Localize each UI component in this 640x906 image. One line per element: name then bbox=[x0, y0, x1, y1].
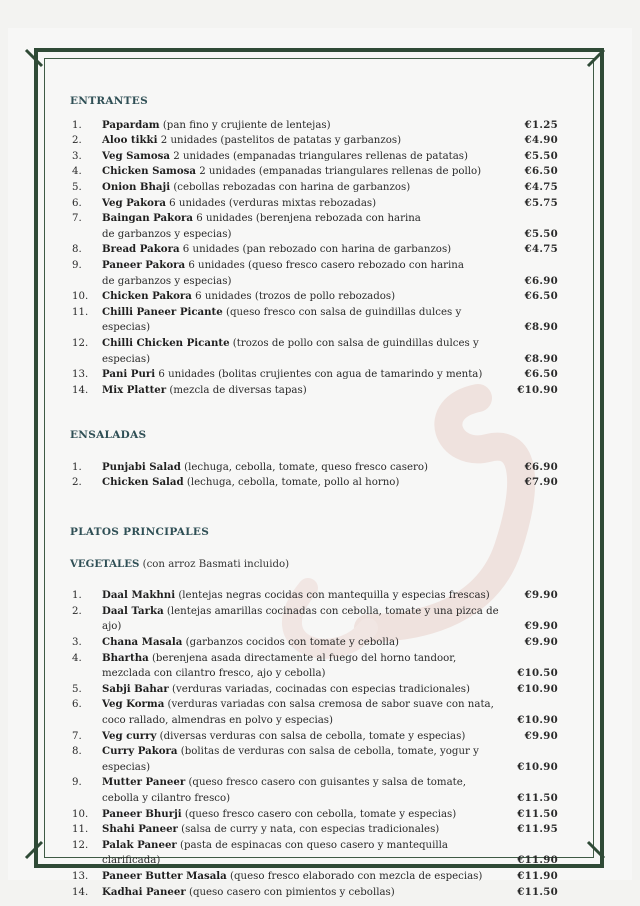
item-description: 2 unidades (empanadas triangulares rellenas de patatas) bbox=[170, 150, 469, 162]
item-body bbox=[102, 775, 502, 806]
item-price: €11.50 bbox=[517, 807, 558, 820]
item-name: Daal Makhni bbox=[102, 589, 176, 602]
item-number: 10. bbox=[72, 291, 89, 303]
item-body bbox=[102, 242, 502, 258]
item-price: €9.90 bbox=[524, 729, 558, 742]
item-name: Veg Pakora bbox=[102, 196, 166, 209]
item-price: €5.50 bbox=[524, 149, 558, 162]
item-name: Chicken Samosa bbox=[102, 165, 196, 178]
item-description: (verduras variadas con salsa cremosa de sabor suave con nata, bbox=[164, 699, 494, 711]
item-description: (mezcla de diversas tapas) bbox=[166, 384, 307, 396]
item-description-cont: de garbanzos y especias) bbox=[102, 228, 232, 240]
item-number: 2. bbox=[72, 477, 82, 489]
menu-item bbox=[70, 588, 570, 604]
item-number: 3. bbox=[72, 150, 82, 162]
item-price: €4.75 bbox=[524, 243, 558, 256]
item-name: Chicken Pakora bbox=[102, 290, 192, 303]
menu-item bbox=[70, 164, 570, 180]
subsection-name: VEGETALES bbox=[70, 557, 140, 570]
item-name: Chilli Paneer Picante bbox=[102, 305, 223, 318]
menu-item bbox=[70, 697, 570, 728]
item-description: (lentejas amarillas cocinadas con cebolla, tomate y una pizca de ajo) bbox=[102, 605, 499, 633]
item-body bbox=[102, 604, 502, 635]
item-description: (lentejas negras cocidas con mantequilla y especias frescas) bbox=[175, 590, 490, 602]
item-price: €6.50 bbox=[524, 368, 558, 381]
menu-item bbox=[70, 460, 570, 476]
item-name: Veg curry bbox=[102, 729, 157, 742]
menu-item bbox=[70, 258, 570, 289]
menu-item bbox=[70, 383, 570, 399]
menu-item bbox=[70, 604, 570, 635]
item-price: €10.90 bbox=[517, 714, 558, 726]
item-name: Paneer Bhurji bbox=[102, 807, 182, 820]
item-body bbox=[102, 460, 502, 476]
menu-item bbox=[70, 729, 570, 745]
menu-item bbox=[70, 242, 570, 258]
item-description: 6 unidades (verduras mixtas rebozadas) bbox=[165, 197, 377, 209]
item-description: 6 unidades (trozos de pollo rebozados) bbox=[191, 291, 396, 303]
item-number: 1. bbox=[72, 461, 82, 473]
item-number: 1. bbox=[72, 119, 82, 131]
item-name: Aloo tikki bbox=[102, 134, 158, 147]
menu-item bbox=[70, 744, 570, 775]
item-body bbox=[102, 149, 502, 165]
menu-item bbox=[70, 367, 570, 383]
item-price: €6.50 bbox=[524, 290, 558, 303]
menu-item bbox=[70, 133, 570, 149]
item-price: €11.50 bbox=[517, 885, 558, 898]
item-number: 8. bbox=[72, 244, 82, 256]
item-body bbox=[102, 336, 502, 367]
item-body bbox=[102, 289, 502, 305]
item-number: 4. bbox=[72, 652, 82, 664]
item-description: (pan fino y crujiente de lentejas) bbox=[159, 119, 331, 131]
item-price: €9.90 bbox=[524, 620, 558, 633]
item-number: 2. bbox=[72, 135, 82, 147]
item-name: Chilli Chicken Picante bbox=[102, 336, 230, 349]
item-number: 5. bbox=[72, 181, 82, 193]
item-body bbox=[102, 635, 502, 651]
item-body bbox=[102, 367, 502, 383]
item-description: (salsa de curry y nata, con especias tradicionales) bbox=[177, 824, 440, 836]
menu-item bbox=[70, 211, 570, 242]
item-number: 6. bbox=[72, 197, 82, 209]
item-description-cont: mezclada con cilantro fresco, ajo y cebolla) bbox=[102, 668, 326, 680]
item-number: 10. bbox=[72, 808, 89, 820]
item-description: (queso fresco elaborado con mezcla de especias) bbox=[226, 870, 483, 882]
section-title: ENTRANTES bbox=[70, 95, 148, 107]
ensaladas-list bbox=[70, 460, 570, 491]
section-ensaladas bbox=[70, 428, 570, 491]
item-description-cont: cebolla y cilantro fresco) bbox=[102, 792, 231, 804]
item-number: 7. bbox=[72, 730, 82, 742]
item-description: (queso fresco casero con guisantes y salsa de tomate, bbox=[185, 777, 467, 789]
menu-item bbox=[70, 180, 570, 196]
item-body bbox=[102, 744, 502, 775]
item-description: (verduras variadas, cocinadas con especias tradicionales) bbox=[168, 683, 470, 695]
item-description: (diversas verduras con salsa de cebolla, tomate y especias) bbox=[156, 730, 466, 742]
item-description: 6 unidades (pan rebozado con harina de garbanzos) bbox=[179, 244, 452, 256]
item-name: Bread Pakora bbox=[102, 243, 180, 256]
menu-item bbox=[70, 651, 570, 682]
item-number: 13. bbox=[72, 369, 89, 381]
item-price: €7.90 bbox=[524, 476, 558, 489]
item-name: Shahi Paneer bbox=[102, 823, 178, 836]
item-price: €11.90 bbox=[517, 869, 558, 882]
item-description: (cebollas rebozadas con harina de garbanzos) bbox=[170, 181, 411, 193]
menu-item bbox=[70, 305, 570, 336]
item-description: (queso fresco casero con cebolla, tomate y especias) bbox=[181, 808, 457, 820]
item-body bbox=[102, 838, 502, 869]
menu-item bbox=[70, 336, 570, 367]
vegetales-list bbox=[70, 588, 570, 900]
item-description-cont: de garbanzos y especias) bbox=[102, 275, 232, 287]
item-name: Onion Bhaji bbox=[102, 180, 171, 193]
menu-item bbox=[70, 775, 570, 806]
item-description: (bolitas de verduras con salsa de cebolla, tomate, yogur y especias) bbox=[102, 746, 479, 773]
item-number: 7. bbox=[72, 213, 82, 225]
item-number: 14. bbox=[72, 384, 89, 396]
item-price: €9.90 bbox=[524, 589, 558, 602]
item-number: 9. bbox=[72, 259, 82, 271]
item-price: €6.90 bbox=[524, 460, 558, 473]
item-description: (lechuga, cebolla, tomate, pollo al horno) bbox=[183, 477, 400, 489]
item-price: €8.90 bbox=[524, 352, 558, 365]
item-number: 3. bbox=[72, 637, 82, 649]
item-name: Pani Puri bbox=[102, 368, 156, 381]
item-description: 6 unidades (queso fresco casero rebozado con harina bbox=[185, 259, 464, 271]
section-platos-principales bbox=[70, 525, 570, 900]
item-body bbox=[102, 383, 502, 399]
item-body bbox=[102, 682, 502, 698]
menu-item bbox=[70, 822, 570, 838]
item-description: 2 unidades (pastelitos de patatas y garbanzos) bbox=[157, 135, 402, 147]
item-price: €4.90 bbox=[524, 134, 558, 147]
item-price: €6.90 bbox=[524, 274, 558, 287]
item-number: 11. bbox=[72, 306, 89, 318]
item-body bbox=[102, 588, 502, 604]
item-body bbox=[102, 180, 502, 196]
item-body bbox=[102, 885, 502, 901]
item-description: (berenjena asada directamente al fuego del horno tandoor, bbox=[148, 652, 457, 664]
item-price: €10.90 bbox=[517, 682, 558, 695]
item-name: Mix Platter bbox=[102, 383, 167, 396]
item-price: €4.75 bbox=[524, 180, 558, 193]
menu-item bbox=[70, 196, 570, 212]
item-number: 12. bbox=[72, 839, 89, 851]
menu-item bbox=[70, 682, 570, 698]
item-description: (lechuga, cebolla, tomate, queso fresco casero) bbox=[180, 461, 428, 473]
item-name: Baingan Pakora bbox=[102, 212, 193, 225]
item-name: Punjabi Salad bbox=[102, 460, 181, 473]
item-body bbox=[102, 196, 502, 212]
menu-item bbox=[70, 635, 570, 651]
item-name: Paneer Butter Masala bbox=[102, 869, 227, 882]
menu-content bbox=[70, 94, 570, 900]
item-price: €11.95 bbox=[517, 823, 558, 836]
item-price: €8.90 bbox=[524, 321, 558, 334]
item-name: Papardam bbox=[102, 118, 160, 131]
menu-item bbox=[70, 289, 570, 305]
item-name: Mutter Paneer bbox=[102, 776, 186, 789]
item-body bbox=[102, 118, 502, 134]
item-name: Kadhai Paneer bbox=[102, 885, 186, 898]
item-number: 2. bbox=[72, 605, 82, 617]
item-number: 1. bbox=[72, 590, 82, 602]
item-name: Veg Samosa bbox=[102, 149, 170, 162]
item-number: 14. bbox=[72, 886, 89, 898]
item-body bbox=[102, 133, 502, 149]
entrantes-list bbox=[70, 118, 570, 399]
item-description: 2 unidades (empanadas triangulares rellenas de pollo) bbox=[195, 166, 482, 178]
item-body bbox=[102, 807, 502, 823]
item-body bbox=[102, 651, 502, 682]
menu-item bbox=[70, 149, 570, 165]
item-description-cont: coco rallado, almendras en polvo y especias) bbox=[102, 715, 334, 726]
item-number: 5. bbox=[72, 683, 82, 695]
item-name: Palak Paneer bbox=[102, 838, 177, 851]
subsection-note: (con arroz Basmati incluido) bbox=[139, 558, 290, 570]
item-name: Veg Korma bbox=[102, 698, 165, 711]
item-body bbox=[102, 211, 502, 242]
item-name: Paneer Pakora bbox=[102, 258, 186, 271]
item-name: Daal Tarka bbox=[102, 604, 164, 617]
item-body bbox=[102, 697, 502, 728]
item-description: (pasta de espinacas con queso casero y mantequilla clarificada) bbox=[102, 839, 448, 867]
item-body bbox=[102, 729, 502, 745]
item-description: 6 unidades (berenjena rebozada con harina bbox=[192, 213, 421, 225]
item-number: 4. bbox=[72, 166, 82, 178]
item-body bbox=[102, 822, 502, 838]
section-title: PLATOS PRINCIPALES bbox=[70, 526, 210, 539]
item-price: €5.75 bbox=[524, 196, 558, 209]
item-name: Curry Pakora bbox=[102, 745, 178, 758]
item-name: Chicken Salad bbox=[102, 476, 184, 489]
item-body bbox=[102, 164, 502, 180]
menu-item bbox=[70, 807, 570, 823]
section-title: ENSALADAS bbox=[70, 429, 147, 442]
section-entrantes bbox=[70, 94, 570, 398]
item-number: 13. bbox=[72, 870, 89, 882]
subsection-title bbox=[70, 557, 570, 573]
item-name: Sabji Bahar bbox=[102, 682, 169, 695]
item-price: €6.50 bbox=[524, 165, 558, 178]
item-number: 9. bbox=[72, 777, 82, 789]
item-name: Bhartha bbox=[102, 651, 149, 664]
item-body bbox=[102, 869, 502, 885]
item-price: €10.90 bbox=[517, 760, 558, 773]
menu-item bbox=[70, 118, 570, 134]
item-price: €5.50 bbox=[524, 227, 558, 240]
item-description: (garbanzos cocidos con tomate y cebolla) bbox=[182, 637, 399, 649]
item-body bbox=[102, 475, 502, 491]
item-number: 12. bbox=[72, 337, 89, 349]
item-price: €10.50 bbox=[517, 667, 558, 680]
item-description: (queso fresco con salsa de guindillas dulces y especias) bbox=[102, 306, 462, 334]
menu-item bbox=[70, 869, 570, 885]
item-description: 6 unidades (bolitas crujientes con agua de tamarindo y menta) bbox=[155, 369, 483, 381]
menu-item bbox=[70, 475, 570, 491]
item-name: Chana Masala bbox=[102, 636, 183, 649]
item-price: €10.90 bbox=[517, 383, 558, 396]
item-price: €11.90 bbox=[517, 854, 558, 867]
item-price: €11.50 bbox=[517, 791, 558, 804]
menu-item bbox=[70, 838, 570, 869]
item-description: (queso casero con pimientos y cebollas) bbox=[185, 886, 395, 898]
item-description: (trozos de pollo con salsa de guindillas dulces y especias) bbox=[102, 337, 479, 365]
item-number: 8. bbox=[72, 746, 82, 758]
menu-item bbox=[70, 885, 570, 901]
item-number: 11. bbox=[72, 824, 89, 836]
item-price: €1.25 bbox=[524, 118, 558, 131]
item-body bbox=[102, 305, 502, 336]
item-number: 6. bbox=[72, 699, 82, 711]
item-price: €9.90 bbox=[524, 636, 558, 649]
item-body bbox=[102, 258, 502, 289]
